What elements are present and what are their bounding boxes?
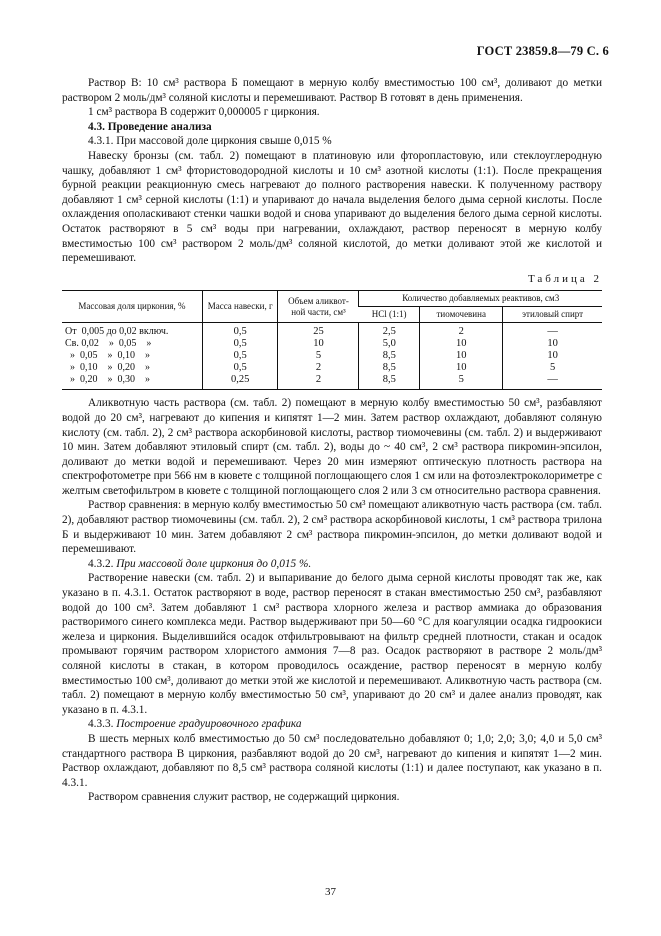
subsection-number: 4.3.2. <box>88 557 114 570</box>
paragraph-reference-solution: Раствор сравнения: в мерную колбу вместимостью 50 см³ помещают аликвотную часть раствора (см. табл. 2), добавляют раствор тиомочевины (см. табл. 2), 2 см³ раствора аскорбиновой кислоты, 1 см³ раствора трилона Б и выдерживают 10 мин. Затем добавляют 2 см³ раствора пикромин-эпсилон, до метки доливают водой и перемешивают. <box>62 499 602 556</box>
paragraph-calibration: В шесть мерных колб вместимостью до 50 см³ последовательно добавляют 0; 1,0; 2,0; 3,0; 4,0 и 5,0 см³ стандартного раствора В циркония, разбавляют водой до 20 см³, нагревают до кипения и кипятят 1—2 мин. Раствор охлаждают, добавляют по 8,5 см³ раствора соляной кислоты (1:1) и далее поступают, как указано в п. 4.3.1. <box>62 732 602 789</box>
body-text <box>62 76 602 805</box>
col-reagents-group: Количество добавляемых реактивов, см3 <box>359 291 602 307</box>
section-heading-4-3: 4.3. Проведение анализа <box>88 120 212 133</box>
subsection-4-3-1: 4.3.1. При массовой доле циркония свыше 0,015 % <box>88 135 332 148</box>
paragraph-procedure: Навеску бронзы (см. табл. 2) помещают в платиновую или фторопластовую, или стеклоуглеродную чашку, добавляют 1 см³ фтористоводородной кислоты и 10 см³ азотной кислоты (1:1). После прекращения бурной реакции реакционную смесь нагревают до полного растворения навески. К полученному раствору добавляют 1 см³ серной кислоты (1:1) и упаривают до начала выделения белого дыма серной кислоты. После охлаждения ополаскивают стенки чашки водой и снова упаривают до выделения белого дыма серной кислоты. Остаток растворяют в 5 см³ воды при нагревании, охлаждают, раствор переносят в мерную колбу вместимостью 100 см³ раствором 2 моль/дм³ соляной кислотой, до метки доливают этой же кислотой и перемешивают. <box>62 149 602 265</box>
col-mass-fraction: Массовая доля циркония, % <box>62 291 202 323</box>
table-row: » 0,05 » 0,10 » 0,5 5 8,5 10 10 <box>62 350 602 362</box>
paragraph-aliquot: Аликвотную часть раствора (см. табл. 2) помещают в мерную колбу вместимостью 50 см³, разбавляют водой до 20 см³, нагревают до кипения и кипятят 1—2 мин. Затем раствор охлаждают, добавляют соляную кислоту (см. табл. 2), 2 см³ раствора аскорбиновой кислоты, раствор тиомочевины (см. табл. 2) и выдерживают 10 мин. Затем добавляют этиловый спирт (см. табл. 2), воды до ~ 40 см³, 2 см³ раствора пикромин-эпсилон, доливают до метки водой и перемешивают. Через 20 мин измеряют оптическую плотность раствора на спектрофотометре при 566 нм в кювете с толщиной поглощающего слоя 1 см или на фотоэлектроколориметре с желтым светофильтром в кювете с толщиной поглощающего слоя 2 или 3 см относительно раствора сравнения. <box>62 397 602 497</box>
table-row: От 0,005 до 0,02 включ. 0,5 25 2,5 2 — <box>62 323 602 339</box>
col-hcl: HCl (1:1) <box>359 307 420 323</box>
page-header: ГОСТ 23859.8—79 С. 6 <box>476 44 609 58</box>
page-number: 37 <box>325 886 336 898</box>
col-sample-mass: Масса навески, г <box>202 291 278 323</box>
paragraph-dissolution: Растворение навески (см. табл. 2) и выпаривание до белого дыма серной кислоты проводят так же, как указано в п. 4.3.1. Остаток растворяют в воде, раствор переносят в стакан вместимостью 250 см³, разбавляют водой до 100 см³. Затем добавляют 1 см³ раствора хлорного железа и раствор аммиака до образования растворимого синего комплекса меди. Раствор выдерживают при 50—60 °С для коагуляции осадка гидроокиси железа и циркония. Выделившийся осадок отфильтровывают на фильтр средней плотности, стакан и осадок промывают горячим раствором хлористого аммония 7—8 раз. Осадок растворяют в растворе 2 моль/дм³ соляной кислоты в стакан, в котором проводилось осаждение, раствор переносят в мерную колбу вместимостью 100 см³, доливают до метки этой же кислотой и перемешивают. Аликвотную часть раствора (см. табл. 2) помещают в мерную колбу вместимостью 50 см³, упаривают до 20 см³ и далее анализ проводят, как указано в п. 4.3.1. <box>62 572 602 716</box>
col-thiourea: тиомочевина <box>420 307 503 323</box>
table-2 <box>62 290 602 390</box>
subsection-4-3-2 <box>62 557 602 572</box>
paragraph-reference: Раствором сравнения служит раствор, не содержащий циркония. <box>88 791 400 804</box>
subsection-number: 4.3.3. <box>88 718 114 731</box>
paragraph-solution-v: Раствор В: 10 см³ раствора Б помещают в мерную колбу вместимостью 100 см³, доливают до метки раствором 2 моль/дм³ соляной кислоты и перемешивают. Раствор В готовят в день применения. <box>62 77 602 104</box>
table-caption: Таблица 2 <box>527 272 602 285</box>
col-ethanol: этиловый спирт <box>503 307 602 323</box>
col-aliquot-volume: Объем аликвот-ной части, см³ <box>278 291 359 323</box>
table-row: » 0,10 » 0,20 » 0,5 2 8,5 10 5 <box>62 362 602 374</box>
subsection-4-3-3 <box>62 717 602 732</box>
subsection-title: При массовой доле циркония до 0,015 %. <box>116 557 312 570</box>
table-row: Св. 0,02 » 0,05 » 0,5 10 5,0 10 10 <box>62 338 602 350</box>
table-row: » 0,20 » 0,30 » 0,25 2 8,5 5 — <box>62 374 602 390</box>
paragraph-solution-v-content: 1 см³ раствора В содержит 0,000005 г циркония. <box>88 106 320 119</box>
subsection-title: Построение градуировочного графика <box>116 718 302 731</box>
